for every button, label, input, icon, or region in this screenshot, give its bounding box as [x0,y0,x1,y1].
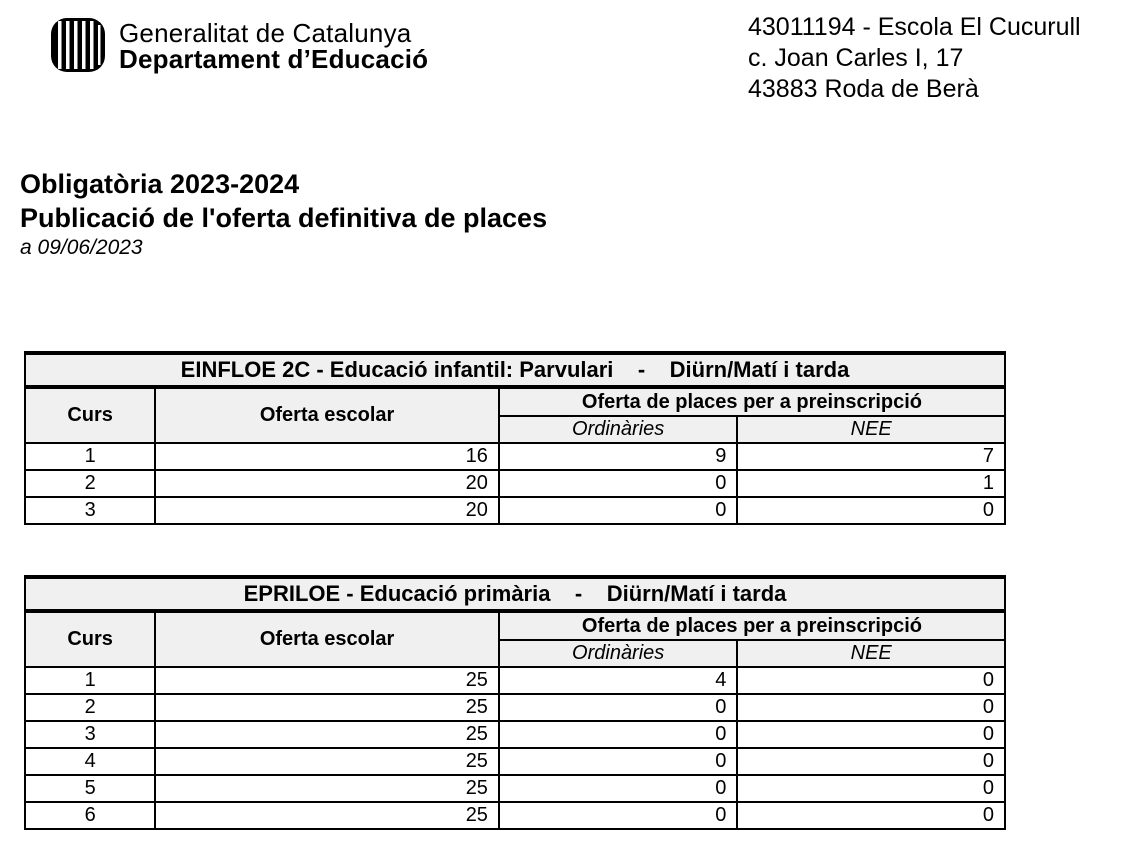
header-ordinaries: Ordinàries [499,640,737,667]
cell-curs: 2 [25,694,155,721]
cell-curs: 6 [25,802,155,829]
table-row [25,470,1005,497]
cell-curs: 1 [25,443,155,470]
header-ordinaries: Ordinàries [499,416,737,443]
cell-nee: 0 [737,497,1005,524]
header-nee: NEE [737,416,1005,443]
cell-oferta-escolar: 25 [155,667,499,694]
table-row [25,497,1005,524]
document-title: Obligatòria 2023-2024 [20,169,300,199]
table-row [25,802,1005,829]
table-row [25,775,1005,802]
org-name-line1: Generalitat de Catalunya [119,18,412,48]
table-title: EPRILOE - Educació primària - Diürn/Matí i tarda [25,577,1005,611]
header-curs: Curs [25,387,155,443]
organization-name [119,20,428,72]
cell-oferta-escolar: 20 [155,470,499,497]
header-oferta-escolar: Oferta escolar [155,387,499,443]
cell-oferta-escolar: 25 [155,721,499,748]
cell-curs: 5 [25,775,155,802]
org-name-line2: Departament d’Educació [119,44,429,74]
generalitat-logo-icon [50,17,106,73]
cell-curs: 2 [25,470,155,497]
cell-nee: 0 [737,721,1005,748]
cell-nee: 0 [737,694,1005,721]
cell-ordinaries: 0 [499,470,737,497]
cell-nee: 0 [737,748,1005,775]
header-nee: NEE [737,640,1005,667]
cell-oferta-escolar: 25 [155,694,499,721]
cell-curs: 1 [25,667,155,694]
cell-ordinaries: 0 [499,694,737,721]
cell-curs: 4 [25,748,155,775]
table-row [25,667,1005,694]
table-row [25,443,1005,470]
cell-oferta-escolar: 25 [155,775,499,802]
table-row [25,694,1005,721]
cell-nee: 1 [737,470,1005,497]
cell-ordinaries: 0 [499,802,737,829]
school-city: 43883 Roda de Berà [748,75,979,103]
cell-ordinaries: 4 [499,667,737,694]
school-code-name: 43011194 - Escola El Cucurull [748,13,1081,41]
header-oferta-escolar: Oferta escolar [155,611,499,667]
cell-ordinaries: 0 [499,721,737,748]
table-title: EINFLOE 2C - Educació infantil: Parvulari - Diürn/Matí i tarda [25,353,1005,387]
cell-nee: 0 [737,802,1005,829]
cell-oferta-escolar: 25 [155,802,499,829]
cell-ordinaries: 0 [499,775,737,802]
cell-ordinaries: 0 [499,748,737,775]
cell-oferta-escolar: 25 [155,748,499,775]
cell-ordinaries: 9 [499,443,737,470]
cell-oferta-escolar: 16 [155,443,499,470]
header-preinscripcio: Oferta de places per a preinscripció [499,611,1005,640]
school-street: c. Joan Carles I, 17 [748,44,964,72]
publication-date: a 09/06/2023 [20,236,143,259]
cell-oferta-escolar: 20 [155,497,499,524]
offer-table-epriloe [24,575,1006,830]
document-titles [20,167,547,261]
cell-curs: 3 [25,721,155,748]
header-preinscripcio: Oferta de places per a preinscripció [499,387,1005,416]
cell-nee: 0 [737,667,1005,694]
cell-curs: 3 [25,497,155,524]
offer-table-einfloe [24,351,1006,525]
cell-nee: 7 [737,443,1005,470]
cell-nee: 0 [737,775,1005,802]
document-subtitle: Publicació de l'oferta definitiva de places [20,203,548,233]
school-address [748,12,1081,105]
header-curs: Curs [25,611,155,667]
table-row [25,748,1005,775]
table-row [25,721,1005,748]
cell-ordinaries: 0 [499,497,737,524]
